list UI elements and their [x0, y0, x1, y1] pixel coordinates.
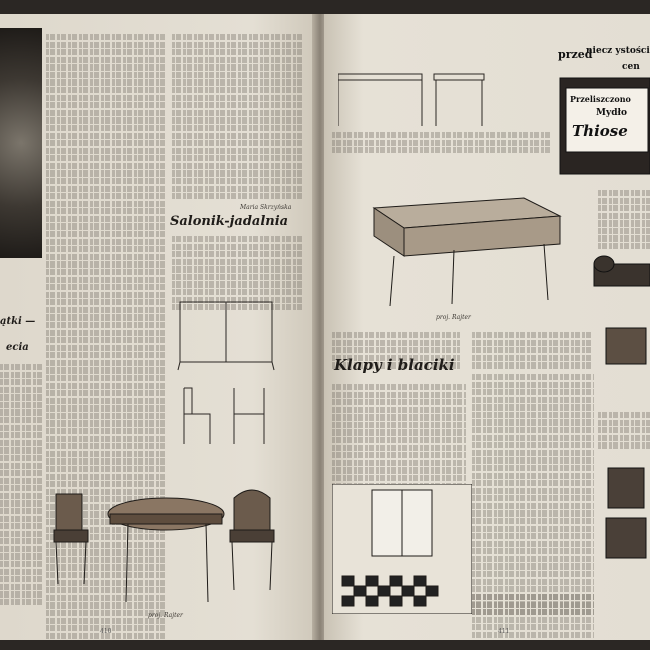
right-text-column-klapy [332, 384, 466, 498]
ad-text-1: przed [558, 48, 593, 61]
drawing-credit-left: proj. Rajter [148, 612, 183, 619]
right-text-column-edge [598, 190, 650, 251]
ad-text-2: niecz ystości [586, 46, 650, 56]
section-title-salonik: Salonik-jadalnia [170, 214, 289, 229]
section-title-klapy: Klapy i blaciki [334, 356, 455, 374]
desk-drawing [334, 164, 564, 314]
cabinet-chair-drawing [172, 294, 282, 454]
room-interior-drawing [332, 484, 472, 614]
soap-advertisement [556, 42, 650, 182]
drawing-credit-sofa: proj. Rajter [436, 314, 471, 321]
ad-brand-2: Mydło [596, 108, 627, 118]
page-number-left: 410 [100, 628, 112, 635]
console-table-drawing [338, 56, 498, 128]
side-heading-2: ecia [6, 342, 29, 353]
left-page [0, 14, 316, 640]
page-number-right: 411 [498, 628, 510, 635]
side-table-drawing [600, 320, 650, 370]
sofa-side-drawing [590, 244, 650, 304]
armchair-drawing [600, 458, 650, 578]
portrait-photo [0, 28, 42, 258]
ad-brand-1: Przeliszczono [570, 94, 631, 104]
signature: Maria Skrzyńska [240, 204, 292, 211]
dining-set-drawing [48, 474, 288, 614]
right-text-column-top [332, 132, 552, 155]
right-text-column-3 [472, 594, 594, 617]
right-text-column-mid-right [472, 332, 592, 370]
left-text-column-2 [172, 34, 302, 201]
right-text-column-edge-2 [598, 412, 650, 450]
right-page [324, 14, 650, 640]
ad-brand-3: Thiose [572, 122, 628, 140]
left-text-column-edge [0, 364, 42, 607]
side-heading-1: ątki — [0, 316, 36, 327]
ad-text-3: cen [622, 62, 640, 72]
